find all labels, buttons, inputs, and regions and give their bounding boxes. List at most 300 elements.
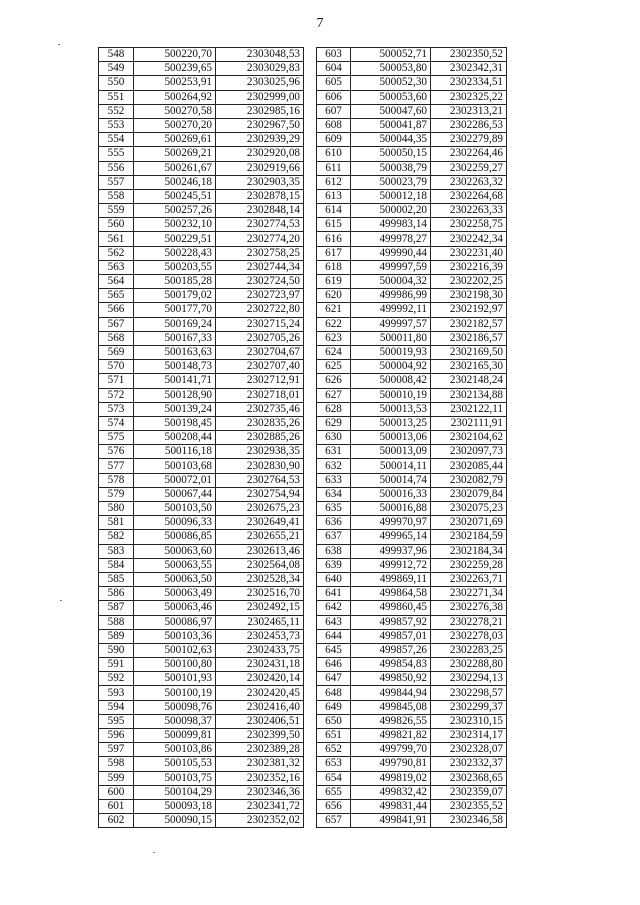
y-coordinate-cell: 2302279,89 [431,133,507,147]
x-coordinate-cell: 500169,24 [134,317,216,331]
point-number-cell: 628 [317,402,351,416]
x-coordinate-cell: 500128,90 [134,388,216,402]
point-number-cell: 557 [99,175,134,189]
table-row [99,516,304,530]
y-coordinate-cell: 2302134,88 [431,388,507,402]
table-row [317,785,507,799]
y-coordinate-cell: 2302967,50 [216,118,304,132]
table-row [99,714,304,728]
point-number-cell: 630 [317,431,351,445]
point-number-cell: 569 [99,345,134,359]
table-row [99,118,304,132]
point-number-cell: 568 [99,331,134,345]
x-coordinate-cell: 499978,27 [351,232,431,246]
x-coordinate-cell: 499864,58 [351,587,431,601]
y-coordinate-cell: 2302286,53 [431,118,507,132]
table-row [99,757,304,771]
y-coordinate-cell: 2302774,20 [216,232,304,246]
table-row [317,530,507,544]
x-coordinate-cell: 499832,42 [351,785,431,799]
table-row [317,572,507,586]
y-coordinate-cell: 2302355,52 [431,799,507,813]
x-coordinate-cell: 500103,86 [134,743,216,757]
y-coordinate-cell: 2302111,91 [431,416,507,430]
x-coordinate-cell: 500139,24 [134,402,216,416]
y-coordinate-cell: 2302420,45 [216,686,304,700]
table-row [99,601,304,615]
y-coordinate-cell: 2302288,80 [431,658,507,672]
point-number-cell: 580 [99,502,134,516]
x-coordinate-cell: 500203,55 [134,260,216,274]
y-coordinate-cell: 2302341,72 [216,799,304,813]
scan-speck [60,600,62,601]
point-number-cell: 652 [317,743,351,757]
y-coordinate-cell: 2302122,11 [431,402,507,416]
table-row [317,672,507,686]
table-row [99,686,304,700]
x-coordinate-cell: 499992,11 [351,303,431,317]
x-coordinate-cell: 500270,20 [134,118,216,132]
point-number-cell: 618 [317,260,351,274]
x-coordinate-cell: 500010,19 [351,388,431,402]
y-coordinate-cell: 2302346,36 [216,785,304,799]
table-row [99,473,304,487]
point-number-cell: 648 [317,686,351,700]
y-coordinate-cell: 2302835,26 [216,416,304,430]
y-coordinate-cell: 2302259,27 [431,161,507,175]
x-coordinate-cell: 499850,92 [351,672,431,686]
point-number-cell: 548 [99,48,134,62]
x-coordinate-cell: 500063,55 [134,558,216,572]
x-coordinate-cell: 500098,76 [134,700,216,714]
y-coordinate-cell: 2302075,23 [431,502,507,516]
x-coordinate-cell: 500019,93 [351,345,431,359]
point-number-cell: 572 [99,388,134,402]
x-coordinate-cell: 500103,50 [134,502,216,516]
y-coordinate-cell: 2302707,40 [216,360,304,374]
table-row [317,260,507,274]
x-coordinate-cell: 499965,14 [351,530,431,544]
table-row [317,161,507,175]
y-coordinate-cell: 2302242,34 [431,232,507,246]
point-number-cell: 612 [317,175,351,189]
x-coordinate-cell: 499983,14 [351,218,431,232]
point-number-cell: 635 [317,502,351,516]
table-row [317,76,507,90]
x-coordinate-cell: 499869,11 [351,572,431,586]
x-coordinate-cell: 500101,93 [134,672,216,686]
y-coordinate-cell: 2302165,30 [431,360,507,374]
point-number-cell: 607 [317,104,351,118]
y-coordinate-cell: 2302399,50 [216,729,304,743]
table-row [317,615,507,629]
x-coordinate-cell: 500002,20 [351,204,431,218]
x-coordinate-cell: 499997,59 [351,260,431,274]
point-number-cell: 640 [317,572,351,586]
table-row [99,814,304,828]
x-coordinate-cell: 499997,57 [351,317,431,331]
point-number-cell: 592 [99,672,134,686]
x-coordinate-cell: 500013,09 [351,445,431,459]
coordinates-table-left [98,47,304,828]
point-number-cell: 585 [99,572,134,586]
y-coordinate-cell: 2302389,28 [216,743,304,757]
y-coordinate-cell: 2302655,21 [216,530,304,544]
point-number-cell: 634 [317,487,351,501]
y-coordinate-cell: 2302216,39 [431,260,507,274]
x-coordinate-cell: 499831,44 [351,799,431,813]
point-number-cell: 564 [99,275,134,289]
table-row [99,672,304,686]
table-row [99,388,304,402]
table-row [317,814,507,828]
point-number-cell: 649 [317,700,351,714]
x-coordinate-cell: 499819,02 [351,771,431,785]
y-coordinate-cell: 2302352,16 [216,771,304,785]
y-coordinate-cell: 2302431,18 [216,658,304,672]
point-number-cell: 651 [317,729,351,743]
y-coordinate-cell: 2302613,46 [216,544,304,558]
point-number-cell: 584 [99,558,134,572]
point-number-cell: 611 [317,161,351,175]
table-row [99,416,304,430]
y-coordinate-cell: 2302071,69 [431,516,507,530]
point-number-cell: 636 [317,516,351,530]
y-coordinate-cell: 2302492,15 [216,601,304,615]
table-row [317,743,507,757]
x-coordinate-cell: 500053,60 [351,90,431,104]
table-row [317,714,507,728]
y-coordinate-cell: 2302298,57 [431,686,507,700]
y-coordinate-cell: 2302328,07 [431,743,507,757]
y-coordinate-cell: 2302271,34 [431,587,507,601]
y-coordinate-cell: 2302406,51 [216,714,304,728]
point-number-cell: 559 [99,204,134,218]
point-number-cell: 615 [317,218,351,232]
point-number-cell: 626 [317,374,351,388]
table-row [317,757,507,771]
x-coordinate-cell: 500253,91 [134,76,216,90]
point-number-cell: 599 [99,771,134,785]
point-number-cell: 657 [317,814,351,828]
table-row [99,289,304,303]
y-coordinate-cell: 2302258,75 [431,218,507,232]
y-coordinate-cell: 2302878,15 [216,189,304,203]
point-number-cell: 556 [99,161,134,175]
x-coordinate-cell: 500269,21 [134,147,216,161]
y-coordinate-cell: 2302184,59 [431,530,507,544]
point-number-cell: 655 [317,785,351,799]
y-coordinate-cell: 2302299,37 [431,700,507,714]
table-row [317,62,507,76]
table-row [99,572,304,586]
table-row [99,90,304,104]
y-coordinate-cell: 2302346,58 [431,814,507,828]
y-coordinate-cell: 2302830,90 [216,459,304,473]
point-number-cell: 590 [99,643,134,657]
table-row [317,303,507,317]
y-coordinate-cell: 2302704,67 [216,345,304,359]
y-coordinate-cell: 2302724,50 [216,275,304,289]
point-number-cell: 596 [99,729,134,743]
x-coordinate-cell: 500198,45 [134,416,216,430]
table-row [317,388,507,402]
y-coordinate-cell: 2302453,73 [216,629,304,643]
point-number-cell: 565 [99,289,134,303]
table-row [99,104,304,118]
point-number-cell: 650 [317,714,351,728]
y-coordinate-cell: 2302283,25 [431,643,507,657]
y-coordinate-cell: 2302744,34 [216,260,304,274]
table-row [317,218,507,232]
table-row [99,502,304,516]
table-row [99,459,304,473]
x-coordinate-cell: 500063,46 [134,601,216,615]
y-coordinate-cell: 2302352,02 [216,814,304,828]
y-coordinate-cell: 2302182,57 [431,317,507,331]
y-coordinate-cell: 2302735,46 [216,402,304,416]
table-row [317,147,507,161]
y-coordinate-cell: 2302263,71 [431,572,507,586]
point-number-cell: 586 [99,587,134,601]
x-coordinate-cell: 499826,55 [351,714,431,728]
y-coordinate-cell: 2302903,35 [216,175,304,189]
point-number-cell: 631 [317,445,351,459]
table-row [99,204,304,218]
table-row [317,374,507,388]
x-coordinate-cell: 500012,18 [351,189,431,203]
point-number-cell: 549 [99,62,134,76]
x-coordinate-cell: 500023,79 [351,175,431,189]
x-coordinate-cell: 500052,30 [351,76,431,90]
table-row [99,487,304,501]
point-number-cell: 617 [317,246,351,260]
y-coordinate-cell: 2302420,14 [216,672,304,686]
x-coordinate-cell: 500264,92 [134,90,216,104]
point-number-cell: 595 [99,714,134,728]
point-number-cell: 598 [99,757,134,771]
x-coordinate-cell: 500063,50 [134,572,216,586]
point-number-cell: 567 [99,317,134,331]
x-coordinate-cell: 500013,06 [351,431,431,445]
point-number-cell: 571 [99,374,134,388]
y-coordinate-cell: 2302342,31 [431,62,507,76]
point-number-cell: 577 [99,459,134,473]
y-coordinate-cell: 2302723,97 [216,289,304,303]
table-row [317,658,507,672]
y-coordinate-cell: 2302148,24 [431,374,507,388]
point-number-cell: 632 [317,459,351,473]
x-coordinate-cell: 500072,01 [134,473,216,487]
table-row [99,345,304,359]
point-number-cell: 613 [317,189,351,203]
x-coordinate-cell: 500008,42 [351,374,431,388]
table-row [317,459,507,473]
table-row [99,785,304,799]
x-coordinate-cell: 500016,33 [351,487,431,501]
y-coordinate-cell: 2302754,94 [216,487,304,501]
point-number-cell: 610 [317,147,351,161]
point-number-cell: 573 [99,402,134,416]
point-number-cell: 644 [317,629,351,643]
y-coordinate-cell: 2302715,24 [216,317,304,331]
x-coordinate-cell: 500239,65 [134,62,216,76]
table-row [99,771,304,785]
x-coordinate-cell: 500232,10 [134,218,216,232]
point-number-cell: 576 [99,445,134,459]
x-coordinate-cell: 500044,35 [351,133,431,147]
y-coordinate-cell: 2302764,53 [216,473,304,487]
table-row [99,431,304,445]
y-coordinate-cell: 2302186,57 [431,331,507,345]
table-row [317,317,507,331]
table-row [317,118,507,132]
x-coordinate-cell: 500047,60 [351,104,431,118]
y-coordinate-cell: 2302722,80 [216,303,304,317]
point-number-cell: 625 [317,360,351,374]
x-coordinate-cell: 500053,80 [351,62,431,76]
table-row [317,345,507,359]
y-coordinate-cell: 2302332,37 [431,757,507,771]
point-number-cell: 605 [317,76,351,90]
point-number-cell: 594 [99,700,134,714]
point-number-cell: 609 [317,133,351,147]
point-number-cell: 645 [317,643,351,657]
table-row [99,161,304,175]
x-coordinate-cell: 500063,49 [134,587,216,601]
x-coordinate-cell: 499937,96 [351,544,431,558]
point-number-cell: 603 [317,48,351,62]
table-row [317,686,507,700]
y-coordinate-cell: 2303048,53 [216,48,304,62]
x-coordinate-cell: 500105,53 [134,757,216,771]
scan-speck [58,44,60,45]
y-coordinate-cell: 2302264,46 [431,147,507,161]
scan-speck [153,852,155,853]
y-coordinate-cell: 2302774,53 [216,218,304,232]
coordinates-table-right [316,47,507,828]
y-coordinate-cell: 2302264,68 [431,189,507,203]
table-row [99,218,304,232]
table-row [317,771,507,785]
x-coordinate-cell: 500099,81 [134,729,216,743]
y-coordinate-cell: 2302097,73 [431,445,507,459]
x-coordinate-cell: 500185,28 [134,275,216,289]
point-number-cell: 623 [317,331,351,345]
y-coordinate-cell: 2302104,62 [431,431,507,445]
x-coordinate-cell: 500014,11 [351,459,431,473]
y-coordinate-cell: 2303029,83 [216,62,304,76]
y-coordinate-cell: 2302718,01 [216,388,304,402]
y-coordinate-cell: 2302184,34 [431,544,507,558]
table-row [99,544,304,558]
x-coordinate-cell: 499799,70 [351,743,431,757]
point-number-cell: 570 [99,360,134,374]
point-number-cell: 600 [99,785,134,799]
table-row [99,175,304,189]
y-coordinate-cell: 2302198,30 [431,289,507,303]
table-row [317,558,507,572]
x-coordinate-cell: 500041,87 [351,118,431,132]
x-coordinate-cell: 500093,18 [134,799,216,813]
x-coordinate-cell: 500163,63 [134,345,216,359]
y-coordinate-cell: 2302259,28 [431,558,507,572]
x-coordinate-cell: 500013,25 [351,416,431,430]
x-coordinate-cell: 500103,75 [134,771,216,785]
y-coordinate-cell: 2302938,35 [216,445,304,459]
table-row [99,530,304,544]
point-number-cell: 587 [99,601,134,615]
x-coordinate-cell: 499854,83 [351,658,431,672]
y-coordinate-cell: 2302294,13 [431,672,507,686]
x-coordinate-cell: 499841,91 [351,814,431,828]
x-coordinate-cell: 500090,15 [134,814,216,828]
y-coordinate-cell: 2302528,34 [216,572,304,586]
x-coordinate-cell: 499845,08 [351,700,431,714]
point-number-cell: 622 [317,317,351,331]
point-number-cell: 654 [317,771,351,785]
y-coordinate-cell: 2302999,00 [216,90,304,104]
table-row [317,601,507,615]
point-number-cell: 656 [317,799,351,813]
point-number-cell: 579 [99,487,134,501]
y-coordinate-cell: 2302885,26 [216,431,304,445]
x-coordinate-cell: 499857,26 [351,643,431,657]
table-row [99,558,304,572]
point-number-cell: 589 [99,629,134,643]
point-number-cell: 653 [317,757,351,771]
table-row [317,331,507,345]
table-row [317,90,507,104]
x-coordinate-cell: 500116,18 [134,445,216,459]
x-coordinate-cell: 500100,80 [134,658,216,672]
table-row [317,232,507,246]
point-number-cell: 633 [317,473,351,487]
table-row [317,799,507,813]
point-number-cell: 621 [317,303,351,317]
table-row [317,729,507,743]
x-coordinate-cell: 500257,26 [134,204,216,218]
table-row [99,743,304,757]
table-row [317,289,507,303]
point-number-cell: 550 [99,76,134,90]
x-coordinate-cell: 500261,67 [134,161,216,175]
y-coordinate-cell: 2302433,75 [216,643,304,657]
y-coordinate-cell: 2303025,96 [216,76,304,90]
point-number-cell: 606 [317,90,351,104]
table-row [317,516,507,530]
point-number-cell: 627 [317,388,351,402]
y-coordinate-cell: 2302278,03 [431,629,507,643]
table-row [99,643,304,657]
y-coordinate-cell: 2302350,52 [431,48,507,62]
x-coordinate-cell: 500269,61 [134,133,216,147]
table-row [99,360,304,374]
y-coordinate-cell: 2302705,26 [216,331,304,345]
x-coordinate-cell: 499986,99 [351,289,431,303]
table-row [99,303,304,317]
y-coordinate-cell: 2302313,21 [431,104,507,118]
x-coordinate-cell: 500102,63 [134,643,216,657]
point-number-cell: 552 [99,104,134,118]
x-coordinate-cell: 500004,92 [351,360,431,374]
point-number-cell: 574 [99,416,134,430]
y-coordinate-cell: 2302516,70 [216,587,304,601]
table-row [317,133,507,147]
table-row [317,189,507,203]
point-number-cell: 608 [317,118,351,132]
table-row [317,700,507,714]
